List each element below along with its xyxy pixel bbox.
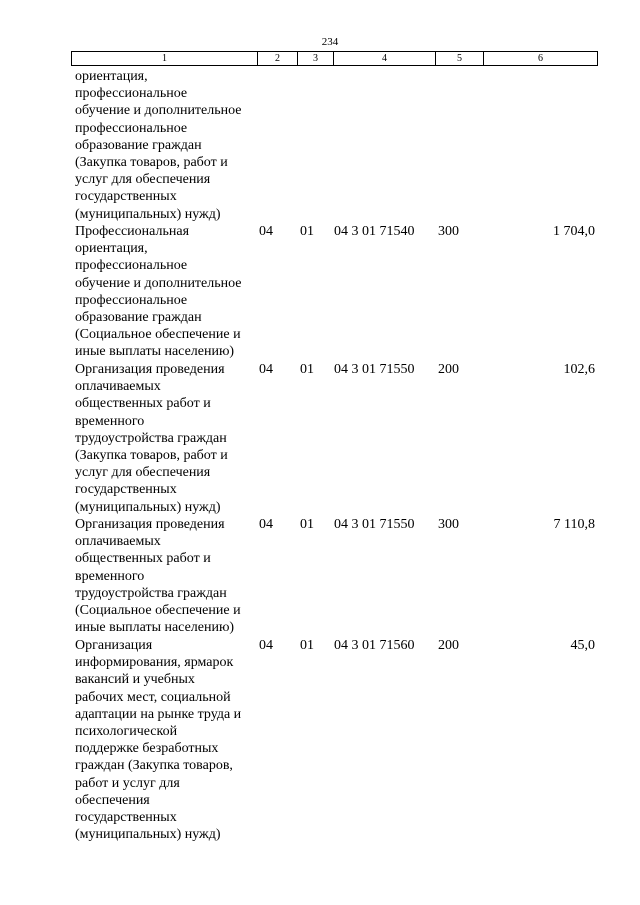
table-row xyxy=(0,361,640,516)
row-section: 04 xyxy=(259,638,273,653)
row-name: Организация информирования, ярмарок вакансий и учебных рабочих мест, социальной адаптации на рынке труда и психологической поддержке безработных граждан (Закупка товаров, работ и услуг для обеспечения государственных (муниципальных) нужд) xyxy=(75,638,242,843)
row-amount: 7 110,8 xyxy=(553,517,595,532)
row-expense-type: 200 xyxy=(438,362,459,377)
table-row xyxy=(0,223,640,361)
row-name: ориентация, профессиональное обучение и дополнительное профессиональное образование граждан (Закупка товаров, работ и услуг для обеспечения государственных (муниципальных) нужд) xyxy=(75,69,242,222)
row-amount: 1 704,0 xyxy=(553,224,595,239)
row-subsection: 01 xyxy=(300,517,314,532)
row-expense-type: 200 xyxy=(438,638,459,653)
header-col-6: 6 xyxy=(484,52,598,66)
table-row xyxy=(0,637,640,847)
row-section: 04 xyxy=(259,517,273,532)
header-col-5: 5 xyxy=(436,52,484,66)
row-subsection: 01 xyxy=(300,224,314,239)
header-row xyxy=(72,52,598,66)
column-header-table xyxy=(71,51,598,66)
row-section: 04 xyxy=(259,362,273,377)
header-col-2: 2 xyxy=(258,52,298,66)
row-section: 04 xyxy=(259,224,273,239)
row-target-article: 04 3 01 71550 xyxy=(334,517,415,532)
header-col-3: 3 xyxy=(298,52,334,66)
budget-table-body xyxy=(0,68,640,847)
row-subsection: 01 xyxy=(300,362,314,377)
table-row xyxy=(0,68,640,223)
row-amount: 102,6 xyxy=(563,362,595,377)
row-target-article: 04 3 01 71540 xyxy=(334,224,415,239)
header-col-1: 1 xyxy=(72,52,258,66)
row-expense-type: 300 xyxy=(438,517,459,532)
row-amount: 45,0 xyxy=(570,638,595,653)
row-target-article: 04 3 01 71550 xyxy=(334,362,415,377)
row-name: Организация проведения оплачиваемых общественных работ и временного трудоустройства граждан (Закупка товаров, работ и услуг для обеспечения государственных (муниципальных) нужд) xyxy=(75,362,228,515)
row-subsection: 01 xyxy=(300,638,314,653)
header-col-4: 4 xyxy=(334,52,436,66)
page-number: 234 xyxy=(321,36,339,48)
row-target-article: 04 3 01 71560 xyxy=(334,638,415,653)
row-expense-type: 300 xyxy=(438,224,459,239)
row-name: Организация проведения оплачиваемых общественных работ и временного трудоустройства граждан (Социальное обеспечение и иные выплаты населению) xyxy=(75,517,241,636)
table-row xyxy=(0,516,640,637)
row-name: Профессиональная ориентация, профессиональное обучение и дополнительное профессиональное образование граждан (Социальное обеспечение и иные выплаты населению) xyxy=(75,224,242,360)
